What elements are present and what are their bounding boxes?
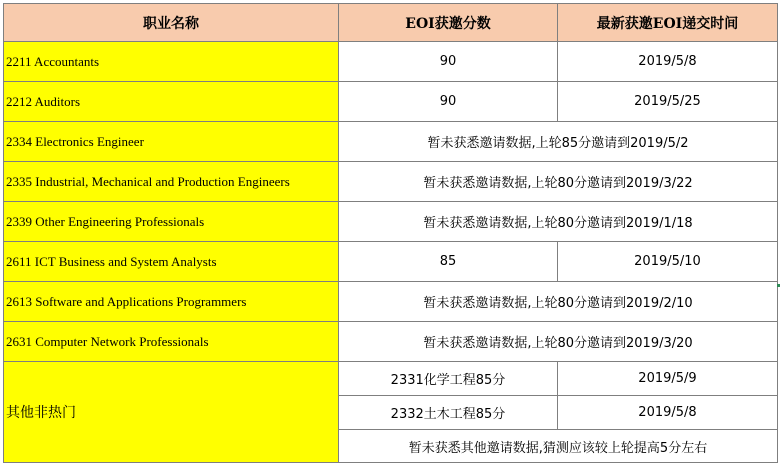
header-date: 最新获邀EOI递交时间 (558, 4, 778, 42)
note-cell: 暂未获悉邀请数据,上轮85分邀请到2019/5/2 (339, 122, 778, 162)
other-occupations-label: 其他非热门 (4, 362, 339, 463)
table-row (4, 162, 778, 202)
score-cell: 85 (339, 242, 558, 282)
other-date-cell: 2019/5/9 (558, 362, 778, 396)
date-cell: 2019/5/10 (558, 242, 778, 282)
note-cell: 暂未获悉邀请数据,上轮80分邀请到2019/1/18 (339, 202, 778, 242)
date-cell: 2019/5/25 (558, 82, 778, 122)
occupation-cell: 2212 Auditors (4, 82, 339, 122)
table-row (4, 322, 778, 362)
score-cell: 90 (339, 42, 558, 82)
occupation-cell: 2611 ICT Business and System Analysts (4, 242, 339, 282)
occupation-cell: 2613 Software and Applications Programmers (4, 282, 339, 322)
table-row (4, 242, 778, 282)
eoi-invitation-table (3, 3, 778, 463)
note-cell: 暂未获悉邀请数据,上轮80分邀请到2019/3/22 (339, 162, 778, 202)
table-row (4, 282, 778, 322)
table-row (4, 122, 778, 162)
occupation-cell: 2334 Electronics Engineer (4, 122, 339, 162)
header-row (4, 4, 778, 42)
occupation-cell: 2631 Computer Network Professionals (4, 322, 339, 362)
score-cell: 90 (339, 82, 558, 122)
header-occupation: 职业名称 (4, 4, 339, 42)
note-cell: 暂未获悉邀请数据,上轮80分邀请到2019/2/10 (339, 282, 778, 322)
table-row (4, 42, 778, 82)
occupation-cell: 2211 Accountants (4, 42, 339, 82)
cell-marker (777, 284, 780, 287)
occupation-cell: 2339 Other Engineering Professionals (4, 202, 339, 242)
other-row (4, 362, 778, 396)
other-score-cell: 2332土木工程85分 (339, 396, 558, 430)
table-row (4, 202, 778, 242)
other-score-cell: 2331化学工程85分 (339, 362, 558, 396)
note-cell: 暂未获悉邀请数据,上轮80分邀请到2019/3/20 (339, 322, 778, 362)
header-score: EOI获邀分数 (339, 4, 558, 42)
date-cell: 2019/5/8 (558, 42, 778, 82)
other-note-cell: 暂未获悉其他邀请数据,猜测应该较上轮提高5分左右 (339, 430, 778, 463)
table-row (4, 82, 778, 122)
other-date-cell: 2019/5/8 (558, 396, 778, 430)
occupation-cell: 2335 Industrial, Mechanical and Production Engineers (4, 162, 339, 202)
